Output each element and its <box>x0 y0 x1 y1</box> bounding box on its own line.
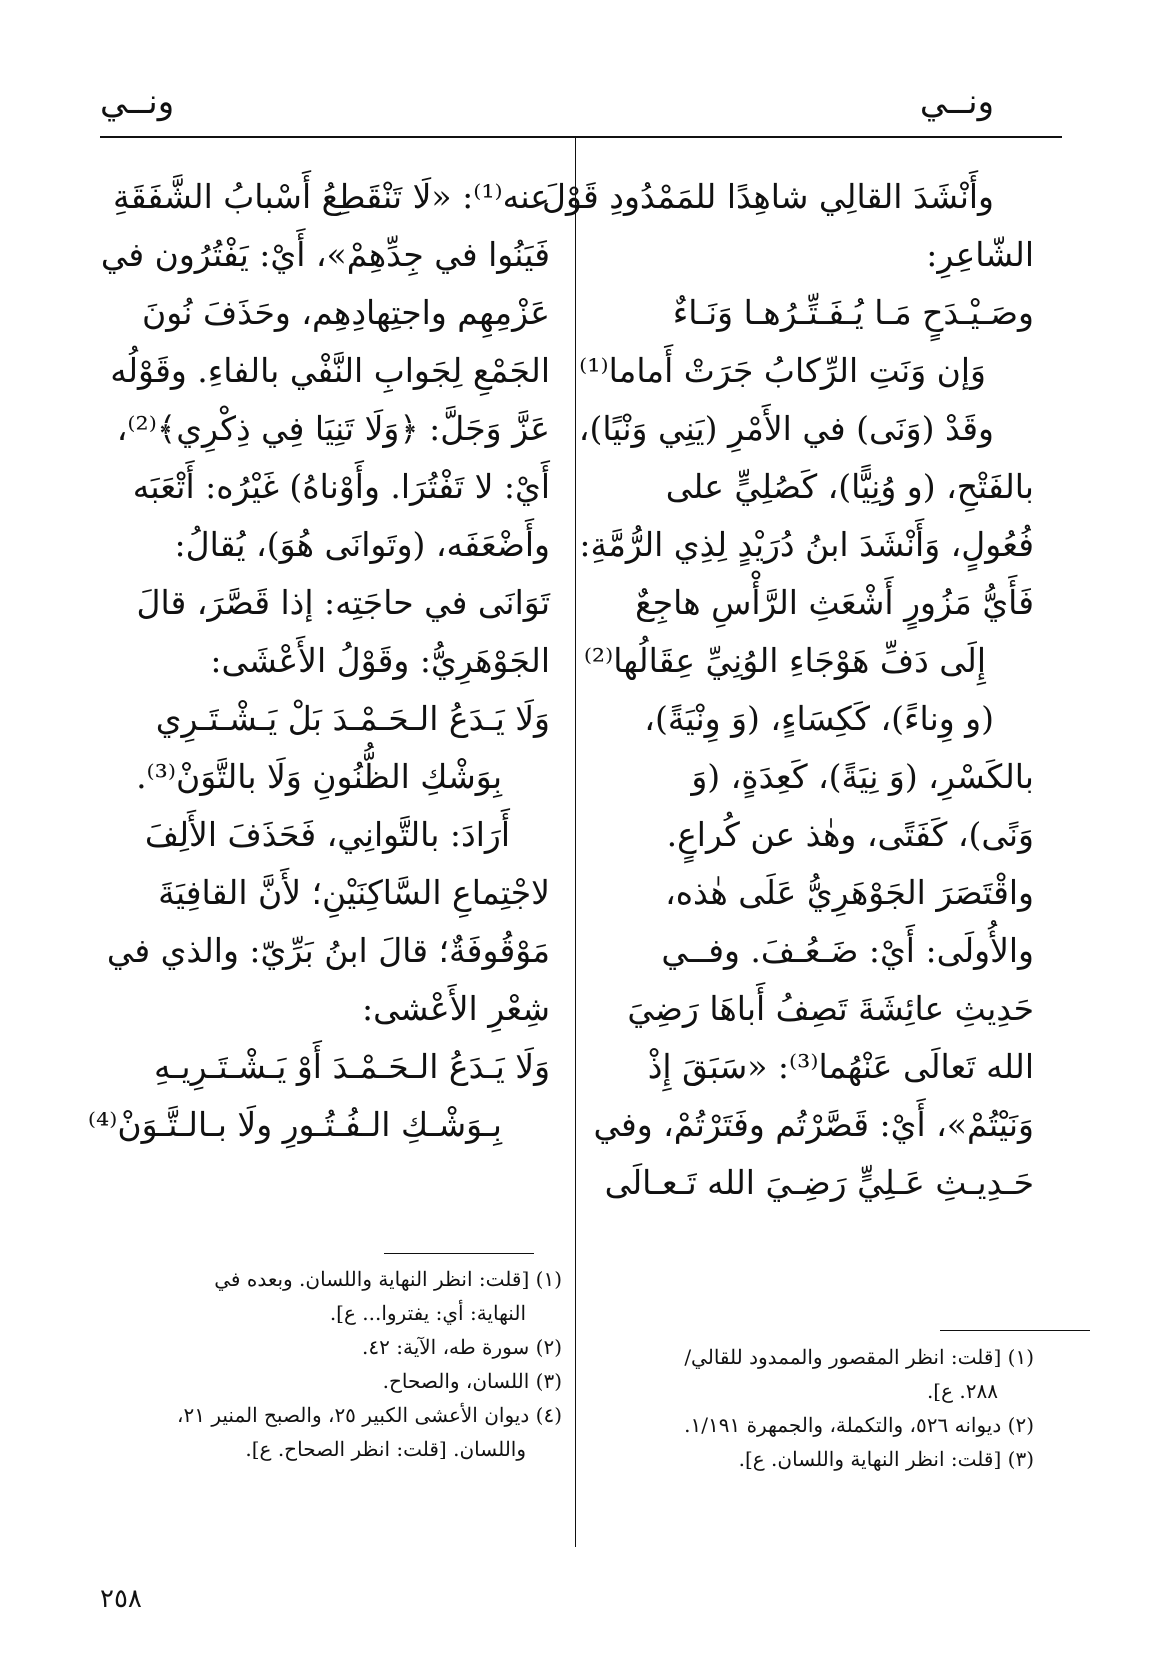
text-line: وأَنْشَدَ القالِي شاهِدًا للمَمْدُودِ قَوْلَ <box>541 177 994 216</box>
footnote-text: اللسان، والصحاح. <box>382 1369 530 1393</box>
text-line: واقْتَصَرَ الجَوْهَرِيُّ عَلَى هٰذه، <box>665 873 1034 912</box>
left-column <box>87 168 550 1154</box>
text-line: الجَمْعِ لِجَوابِ النَّفْي بالفاءِ. وقَوْلُه <box>110 351 550 390</box>
footnote-text: سورة طه، الآية: ٤٢. <box>362 1335 530 1359</box>
verse-line: وَلَا يَـدَعُ الـحَـمْـدَ أَوْ يَـشْـتَـرِيـهِ <box>154 1047 550 1086</box>
footnote-number: (٣) <box>1007 1447 1034 1471</box>
text-line: لاجْتِماعِ السَّاكِنَيْنِ؛ لأَنَّ القافِيَةَ <box>158 873 550 912</box>
text-line: الشّاعِرِ: <box>926 235 1034 274</box>
text-line: بالفَتْحِ، (و وُنِيًّا)، كَصُلِيٍّ على <box>665 467 1034 506</box>
footnote <box>92 1364 562 1398</box>
text-line: حَـدِيـثِ عَـلِيٍّ رَضِـيَ الله تَـعـالَى <box>604 1163 1034 1202</box>
header-rule <box>100 136 1062 138</box>
footnote-number: (٢) <box>1007 1413 1034 1437</box>
text-line: أَيْ: لا تَفْتُرَا. وأَوْناهُ) غَيْرُه: أَتْعَبَه <box>132 467 550 506</box>
footnote <box>92 1262 562 1296</box>
footnote-text: ديوان الأعشى الكبير ٢٥، والصبح المنير ٢١، <box>177 1403 530 1427</box>
text-line: مَوْقُوفَةٌ؛ قالَ ابنُ بَرِّيّ: والذي في <box>106 931 550 970</box>
verse-line: وَلَا يَـدَعُ الـحَـمْـدَ بَلْ يَـشْـتَـرِي <box>155 699 550 738</box>
footnotes-left <box>92 1262 562 1466</box>
footnote <box>92 1398 562 1432</box>
footnote-number: (٣) <box>535 1369 562 1393</box>
text-line: أَرَادَ: بالتَّوانِي، فَحَذَفَ الأَلِفَ <box>144 815 510 854</box>
footnote <box>564 1442 1034 1476</box>
text-line: بالكَسْرِ، (وَ نِيَةً)، كَعِدَةٍ، (وَ <box>691 757 1034 796</box>
footnotes-right <box>564 1340 1034 1476</box>
footnote-number: (١) <box>535 1267 562 1291</box>
footnote-number: (٢) <box>535 1335 562 1359</box>
verse-line: بِـوَشْـكِ الـفُـتُـورِ ولَا بـالـتَّـوَنْ⁽⁴⁾ <box>87 1105 502 1144</box>
text-line: وأَضْعَفَه، (وتَوانَى هُوَ)، يُقالُ: <box>174 525 550 564</box>
footnote-continuation: واللسان. [قلت: انظر الصحاح. ع]. <box>245 1437 526 1461</box>
footnote <box>92 1330 562 1364</box>
footnote-text: [قلت: انظر النهاية واللسان. وبعده في <box>214 1267 530 1291</box>
text-line: فُعُولٍ، وَأَنْشَدَ ابنُ دُرَيْدٍ لِذِي الرُّمَّةِ: <box>579 525 1034 564</box>
footnote-continuation: النهاية: أي: يفتروا... ع]. <box>329 1301 526 1325</box>
text-line: عنه⁽¹⁾: «لَا تَنْقَطِعُ أَسْبابُ الشَّفَقَةِ <box>113 177 550 216</box>
right-column <box>541 168 1034 1212</box>
text-line: الجَوْهَرِيُّ: وقَوْلُ الأَعْشَى: <box>210 641 550 680</box>
running-header-right: ونــي <box>919 82 994 122</box>
text-line: تَوَانَى في حاجَتِه: إذا قَصَّرَ، قالَ <box>136 583 550 622</box>
footnote-continuation: ٢٨٨. ع]. <box>926 1379 998 1403</box>
text-line: شِعْرِ الأَعْشى: <box>361 989 550 1028</box>
text-line: وَنًى)، كَفَتًى، وهٰذ عن كُراعٍ. <box>666 815 1034 854</box>
footnote-text: [قلت: انظر النهاية واللسان. ع]. <box>738 1447 1002 1471</box>
verse-line: وصَـيْـدَحٍ مَـا يُـفَـتِّـرُهـا وَنَـاءٌ <box>672 293 1034 332</box>
text-line: وقَدْ (وَنَى) في الأَمْرِ (يَنِي وَنْيًا)، <box>578 409 994 448</box>
text-line: عَزْمِهِم واجتِهادِهِم، وحَذَفَ نُونَ <box>142 293 550 332</box>
text-line: حَدِيثِ عائِشَةَ تَصِفُ أَباهَا رَضِيَ <box>627 989 1034 1028</box>
footnote-separator-left <box>384 1253 534 1254</box>
text-line: (و وِناءً)، كَكِسَاءٍ، (وَ وِنْيَةً)، <box>644 699 994 738</box>
text-line: الله تَعالَى عَنْهُما⁽³⁾: «سَبَقَ إِذْ <box>647 1047 1034 1086</box>
text-line: وَنَيْتُمْ»، أَيْ: قَصَّرْتُم وفَتَرْتُمْ، وفي <box>593 1105 1034 1144</box>
footnote <box>564 1408 1034 1442</box>
running-header-left: ونــي <box>100 82 175 122</box>
verse-line: بِوَشْكِ الظُّنُونِ وَلَا بالتَّوَنْ⁽³⁾. <box>136 757 502 796</box>
text-line: والأُولَى: أَيْ: ضَـعُـفَ. وفــي <box>661 931 1034 970</box>
verse-line: إِلَى دَفِّ هَوْجَاءِ الوُنِيِّ عِقَالُها⁽²⁾ <box>583 641 986 680</box>
footnote-text: ديوانه ٥٢٦، والتكملة، والجمهرة ١/١٩١. <box>684 1413 1002 1437</box>
text-line: فَيَنُوا في جِدِّهِمْ»، أَيْ: يَفْتُرُون في <box>100 235 550 274</box>
footnote <box>564 1340 1034 1374</box>
verse-line: فَأَيُّ مَزُورٍ أَشْعَثِ الرَّأْسِ هاجِعٌ <box>635 583 1034 622</box>
footnote-text: [قلت: انظر المقصور والممدود للقالي/ <box>684 1345 1002 1369</box>
column-divider <box>575 137 576 1547</box>
footnote-number: (١) <box>1007 1345 1034 1369</box>
footnote-number: (٤) <box>535 1403 562 1427</box>
text-line: عَزَّ وَجَلَّ: ﴿وَلَا تَنِيَا فِي ذِكْرِي﴾⁽²⁾، <box>116 409 550 448</box>
footnote-separator-right <box>940 1330 1090 1331</box>
verse-line: وَإن وَنَتِ الرِّكابُ جَرَتْ أَماما⁽¹⁾ <box>579 351 986 390</box>
page-number: ٢٥٨ <box>100 1584 142 1614</box>
